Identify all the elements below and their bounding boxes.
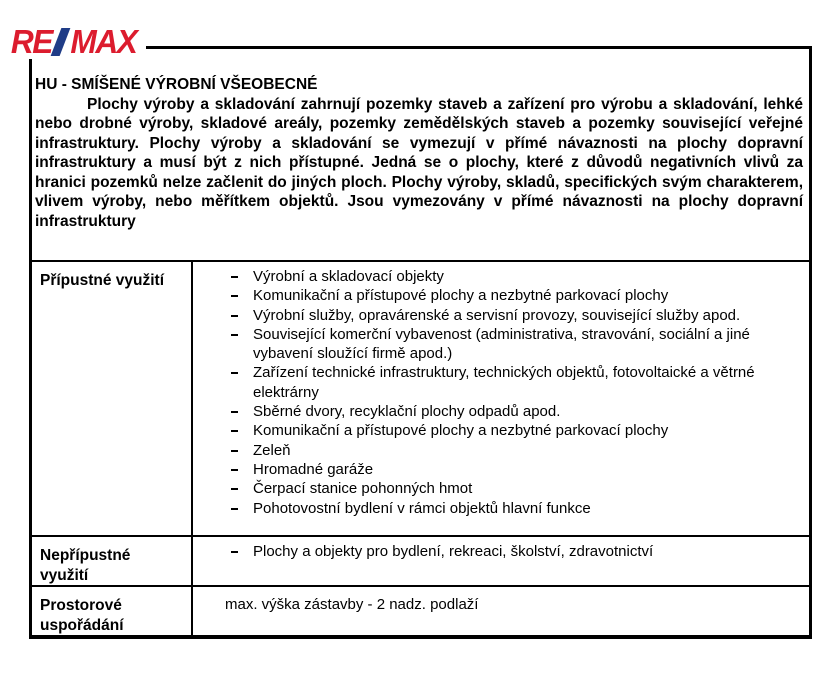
list-item-text: Výrobní služby, opravárenské a servisní provozy, související služby apod.	[253, 306, 741, 324]
list-item-text: Zařízení technické infrastruktury, technických objektů, fotovoltaické a větrné elektrárny	[253, 364, 755, 401]
label-pripustne-vyuziti: Přípustné využití	[32, 260, 193, 535]
list-item	[193, 402, 797, 421]
list-item-text: Komunikační a přístupové plochy a nezbytné parkovací plochy	[253, 287, 669, 305]
zone-title: HU - SMÍŠENÉ VÝROBNÍ VŠEOBECNÉ	[35, 76, 318, 93]
list-item	[193, 325, 797, 364]
list-item-text: Plochy a objekty pro bydlení, rekreaci, školství, zdravotnictví	[253, 543, 654, 560]
forbidden-uses-list	[193, 535, 809, 585]
zone-description: Plochy výroby a skladování zahrnují pozemky staveb a zařízení pro výrobu a skladování, lehké nebo drobné výroby, skladové areály, pozemky zemědělských staveb a pozemky související veřejné infrastruktury. Plochy výroby a skladování se vymezují v přímé návaznosti na plochy dopravní infrastruktury a musí být z nich přístupné. Jedná se o plochy, které z důvodů negativních vlivů za hranici pozemků nelze začlenit do jiných ploch. Plochy výroby, skladů, specifických svým charakterem, vlivem výroby, nebo měřítkem objektů. Jsou vymezovány v přímé návaznosti na plochy dopravní infrastruktury	[35, 95, 803, 230]
dash-bullet-icon	[231, 460, 253, 479]
label-nepripustne-vyuziti: Nepřípustné využití	[32, 535, 193, 585]
list-item	[193, 499, 797, 518]
list-item-text: Zeleň	[253, 441, 291, 459]
logo-slash-icon	[50, 28, 70, 56]
list-item	[193, 460, 797, 479]
list-item-text: Sběrné dvory, recyklační plochy odpadů apod.	[253, 403, 561, 421]
permitted-uses-list	[193, 260, 809, 535]
dash-bullet-icon	[231, 441, 253, 460]
list-item	[193, 363, 797, 402]
list-item-text: Související komerční vybavenost (administrativa, stravování, sociální a jiné vybavení sloužící firmě apod.)	[253, 325, 750, 363]
dash-bullet-icon	[231, 306, 253, 325]
zoning-table	[29, 46, 812, 639]
dash-bullet-icon	[231, 542, 253, 561]
list-item	[193, 286, 797, 305]
list-item	[193, 441, 797, 460]
label-prostorove-usporadani: Prostorové uspořádání	[32, 585, 193, 636]
list-item	[193, 479, 797, 498]
list-item	[193, 421, 797, 440]
zone-description-cell	[32, 49, 809, 260]
list-item-text: Komunikační a přístupové plochy a nezbytné parkovací plochy	[253, 422, 669, 440]
dash-bullet-icon	[231, 421, 253, 440]
list-item	[193, 306, 797, 325]
spatial-arrangement-value: max. výška zástavby - 2 nadz. podlaží	[193, 585, 809, 636]
list-item-text: Hromadné garáže	[253, 460, 374, 478]
logo-re-text: RE	[10, 23, 52, 60]
logo-max-text: MAX	[70, 23, 137, 60]
list-item-text: Pohotovostní bydlení v rámci objektů hlavní funkce	[253, 499, 591, 517]
dash-bullet-icon	[231, 479, 253, 498]
dash-bullet-icon	[231, 402, 253, 421]
list-item-text: Čerpací stanice pohonných hmot	[253, 480, 473, 498]
list-item	[193, 542, 797, 561]
list-item-text: Výrobní a skladovací objekty	[253, 268, 444, 285]
dash-bullet-icon	[231, 363, 253, 382]
dash-bullet-icon	[231, 267, 253, 286]
list-item	[193, 267, 797, 286]
dash-bullet-icon	[231, 499, 253, 518]
remax-logo	[10, 23, 146, 60]
dash-bullet-icon	[231, 286, 253, 305]
dash-bullet-icon	[231, 325, 253, 344]
